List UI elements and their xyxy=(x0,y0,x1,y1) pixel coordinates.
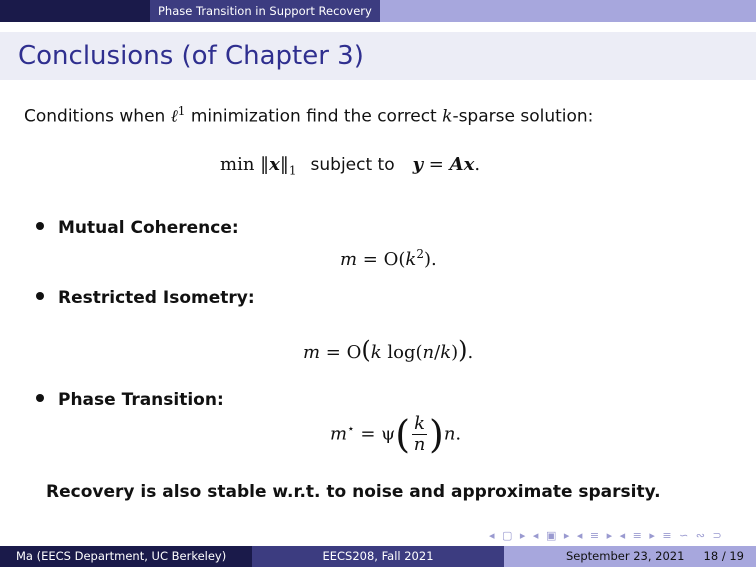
footer-author: Ma (EECS Department, UC Berkeley) xyxy=(0,546,252,567)
eq-m: m xyxy=(340,249,358,270)
eq-open: ( xyxy=(361,336,371,364)
bullet-dot xyxy=(36,292,44,300)
footer-course: EECS208, Fall 2021 xyxy=(252,546,504,567)
eq-close: ). xyxy=(423,249,437,270)
footer-page: 18 / 19 xyxy=(703,549,744,563)
optimization-formula xyxy=(220,154,480,178)
section-title[interactable]: Phase Transition in Support Recovery xyxy=(150,0,380,22)
eq-star: ⋆ xyxy=(347,421,355,436)
formula-x2: x xyxy=(463,154,475,175)
ell-sup: 1 xyxy=(177,104,186,118)
formula-equals: = xyxy=(423,154,450,175)
bullet-mutual-coherence xyxy=(36,218,239,238)
eq-phase-transition xyxy=(330,414,461,455)
bullet-label: Restricted Isometry: xyxy=(58,288,255,308)
eq-log: log( xyxy=(381,342,423,363)
eq-period: . xyxy=(467,342,474,363)
footer-right xyxy=(504,546,756,567)
eq-sup: 2 xyxy=(416,247,424,261)
eq-n: n xyxy=(422,342,435,363)
formula-A: A xyxy=(449,154,464,175)
footer-date: September 23, 2021 xyxy=(566,549,685,563)
beamer-navigation-icons[interactable]: ◂ ▢ ▸ ◂ ▣ ▸ ◂ ≡ ▸ ◂ ≡ ▸ ≡ ∽ ∾ ⊃ xyxy=(489,529,724,542)
bullet-label: Phase Transition: xyxy=(58,390,224,410)
norm-open: ‖ xyxy=(260,154,270,175)
eq-mutual-coherence xyxy=(340,247,437,270)
eq-close: ) xyxy=(458,336,468,364)
eq-m: m xyxy=(303,342,321,363)
bullet-dot xyxy=(36,394,44,402)
eq-equals: = O xyxy=(320,342,362,363)
header-right xyxy=(378,0,756,22)
intro-middle: minimization find the correct xyxy=(185,106,443,127)
intro-prefix: Conditions when xyxy=(24,106,171,127)
eq-restricted-isometry xyxy=(303,336,473,364)
frac-num: k xyxy=(414,413,425,434)
eq-m: m xyxy=(330,423,348,445)
header-bar xyxy=(0,0,756,22)
bullet-dot xyxy=(36,222,44,230)
eq-slash: / xyxy=(434,342,441,363)
intro-text xyxy=(24,104,593,127)
eq-k: k xyxy=(370,342,382,363)
eq-period: . xyxy=(455,423,462,445)
intro-suffix: -sparse solution: xyxy=(452,106,594,127)
eq-k2: k xyxy=(440,342,452,363)
header-left xyxy=(0,0,378,22)
formula-period: . xyxy=(474,154,481,175)
eq-equals: = O( xyxy=(357,249,406,270)
norm-close: ‖ xyxy=(279,154,289,175)
formula-y: y xyxy=(412,154,424,175)
bullet-phase-transition xyxy=(36,390,224,410)
eq-fraction xyxy=(412,414,427,455)
subject-to: subject to xyxy=(310,155,395,175)
conclusion-text: Recovery is also stable w.r.t. to noise and approximate sparsity. xyxy=(46,482,661,502)
frac-den: n xyxy=(413,434,426,455)
bullet-restricted-isometry xyxy=(36,288,255,308)
eq-close-inner: ) xyxy=(451,342,459,363)
eq-k: k xyxy=(405,249,417,270)
eq-open: ( xyxy=(395,412,411,457)
eq-close: ) xyxy=(428,412,444,457)
bullet-label: Mutual Coherence: xyxy=(58,218,239,238)
norm-sub: 1 xyxy=(288,163,297,178)
frame-title: Conclusions (of Chapter 3) xyxy=(0,32,756,80)
k-symbol: k xyxy=(442,106,453,127)
footer-bar xyxy=(0,546,756,567)
ell-symbol: ℓ xyxy=(170,106,178,127)
formula-x: x xyxy=(269,154,280,175)
formula-min: min xyxy=(220,154,261,175)
eq-equals: = ψ xyxy=(354,423,396,445)
eq-n: n xyxy=(443,423,456,445)
